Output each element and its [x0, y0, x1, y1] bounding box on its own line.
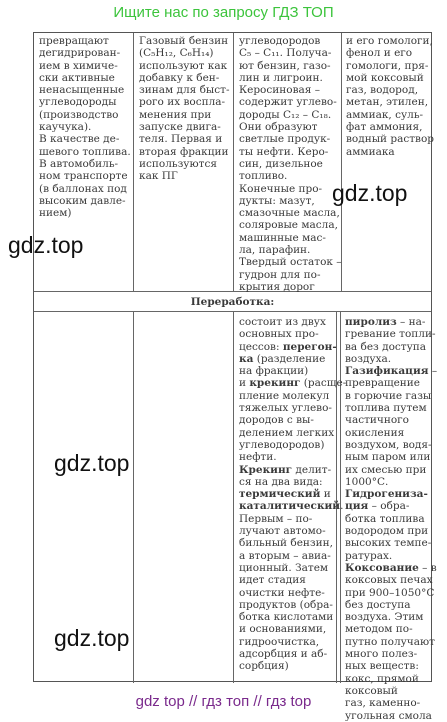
watermark: gdz.top [54, 450, 130, 476]
divider [233, 33, 234, 291]
lower-cell-3: состоит из двух основных про- цессов: перегон- ка (разделение на фракции) и крекинг (расще- пление молекул тяжелых углево- дородов с вы- делением легких углеводородов) нефти. Крекинг делит- ся на два вида: термический и каталитический. Первым – по- лучают автомо- бильный бензин, а вторым – авиа- ционный. Затем идет стадия очистки нефте- продуктов (обра- ботка кислотами и основаниями, гидроочистка, адсорбция и аб- сорбция) [239, 316, 347, 673]
watermark: gdz.top [8, 232, 84, 258]
divider [233, 311, 234, 683]
lower-cell-4: пиролиз – на- гревание топли- ва без доступа воздуха. Газификация – превращение в горючие газы топлива путем частичного окисления воздухом, водя- ным паром или их смесью при 1000°С. Гидрогениза- ция – обра- ботка топлива водородом при высоких темпе- ратурах. Коксование – в коксовых печах при 900–1050°С без доступа воздуха. Этим методом по- путно получают много полез- ных веществ: кокс, прямой коксовый газ, каменно- угольная смола [345, 316, 438, 722]
top-banner: Ищите нас по запросу ГДЗ ТОП [113, 4, 334, 21]
upper-cell-4: и его гомологи, фенол и его гомологи, пря- мой коксовый газ, водород, метан, этилен, аммиак, суль- фат аммония, водный раствор аммиака [346, 35, 435, 158]
upper-cell-3: углеводородов C₅ – C₁₁. Получа- ют бензин, газо- лин и лигроин. Керосиновая – содержит углево- дороды C₁₂ – C₁₈. Они образуют светлые продук- ты нефти. Керо- син, дизельное топливо. Конечные про- дукты: мазут, смазочные масла, соляровые масла, машинные мас- ла, парафин. Твердый остаток – гудрон для по- крытия дорог [239, 35, 342, 293]
divider [133, 311, 134, 683]
bottom-banner: gdz top // гдз топ // гдз top [135, 693, 312, 710]
section-title: Переработка: [190, 296, 275, 308]
upper-cell-1: превращают дегидрирован- ием в химиче- ски активные ненасыщенные углеводороды (производство каучука). В качестве де- шевого топлива. В автомобиль- ном транспорте (в баллонах под высоким давле- нием) [39, 35, 131, 220]
upper-cell-2: Газовый бензин (C₅H₁₂, C₆H₁₄) используют как добавку к бен- зинам для быст- рого их воспла- менения при запуске двига- теля. Первая и вторая фракции используются как ПГ [139, 35, 230, 183]
divider [133, 33, 134, 291]
watermark: gdz.top [332, 180, 408, 206]
divider [34, 291, 431, 292]
watermark: gdz.top [54, 625, 130, 651]
